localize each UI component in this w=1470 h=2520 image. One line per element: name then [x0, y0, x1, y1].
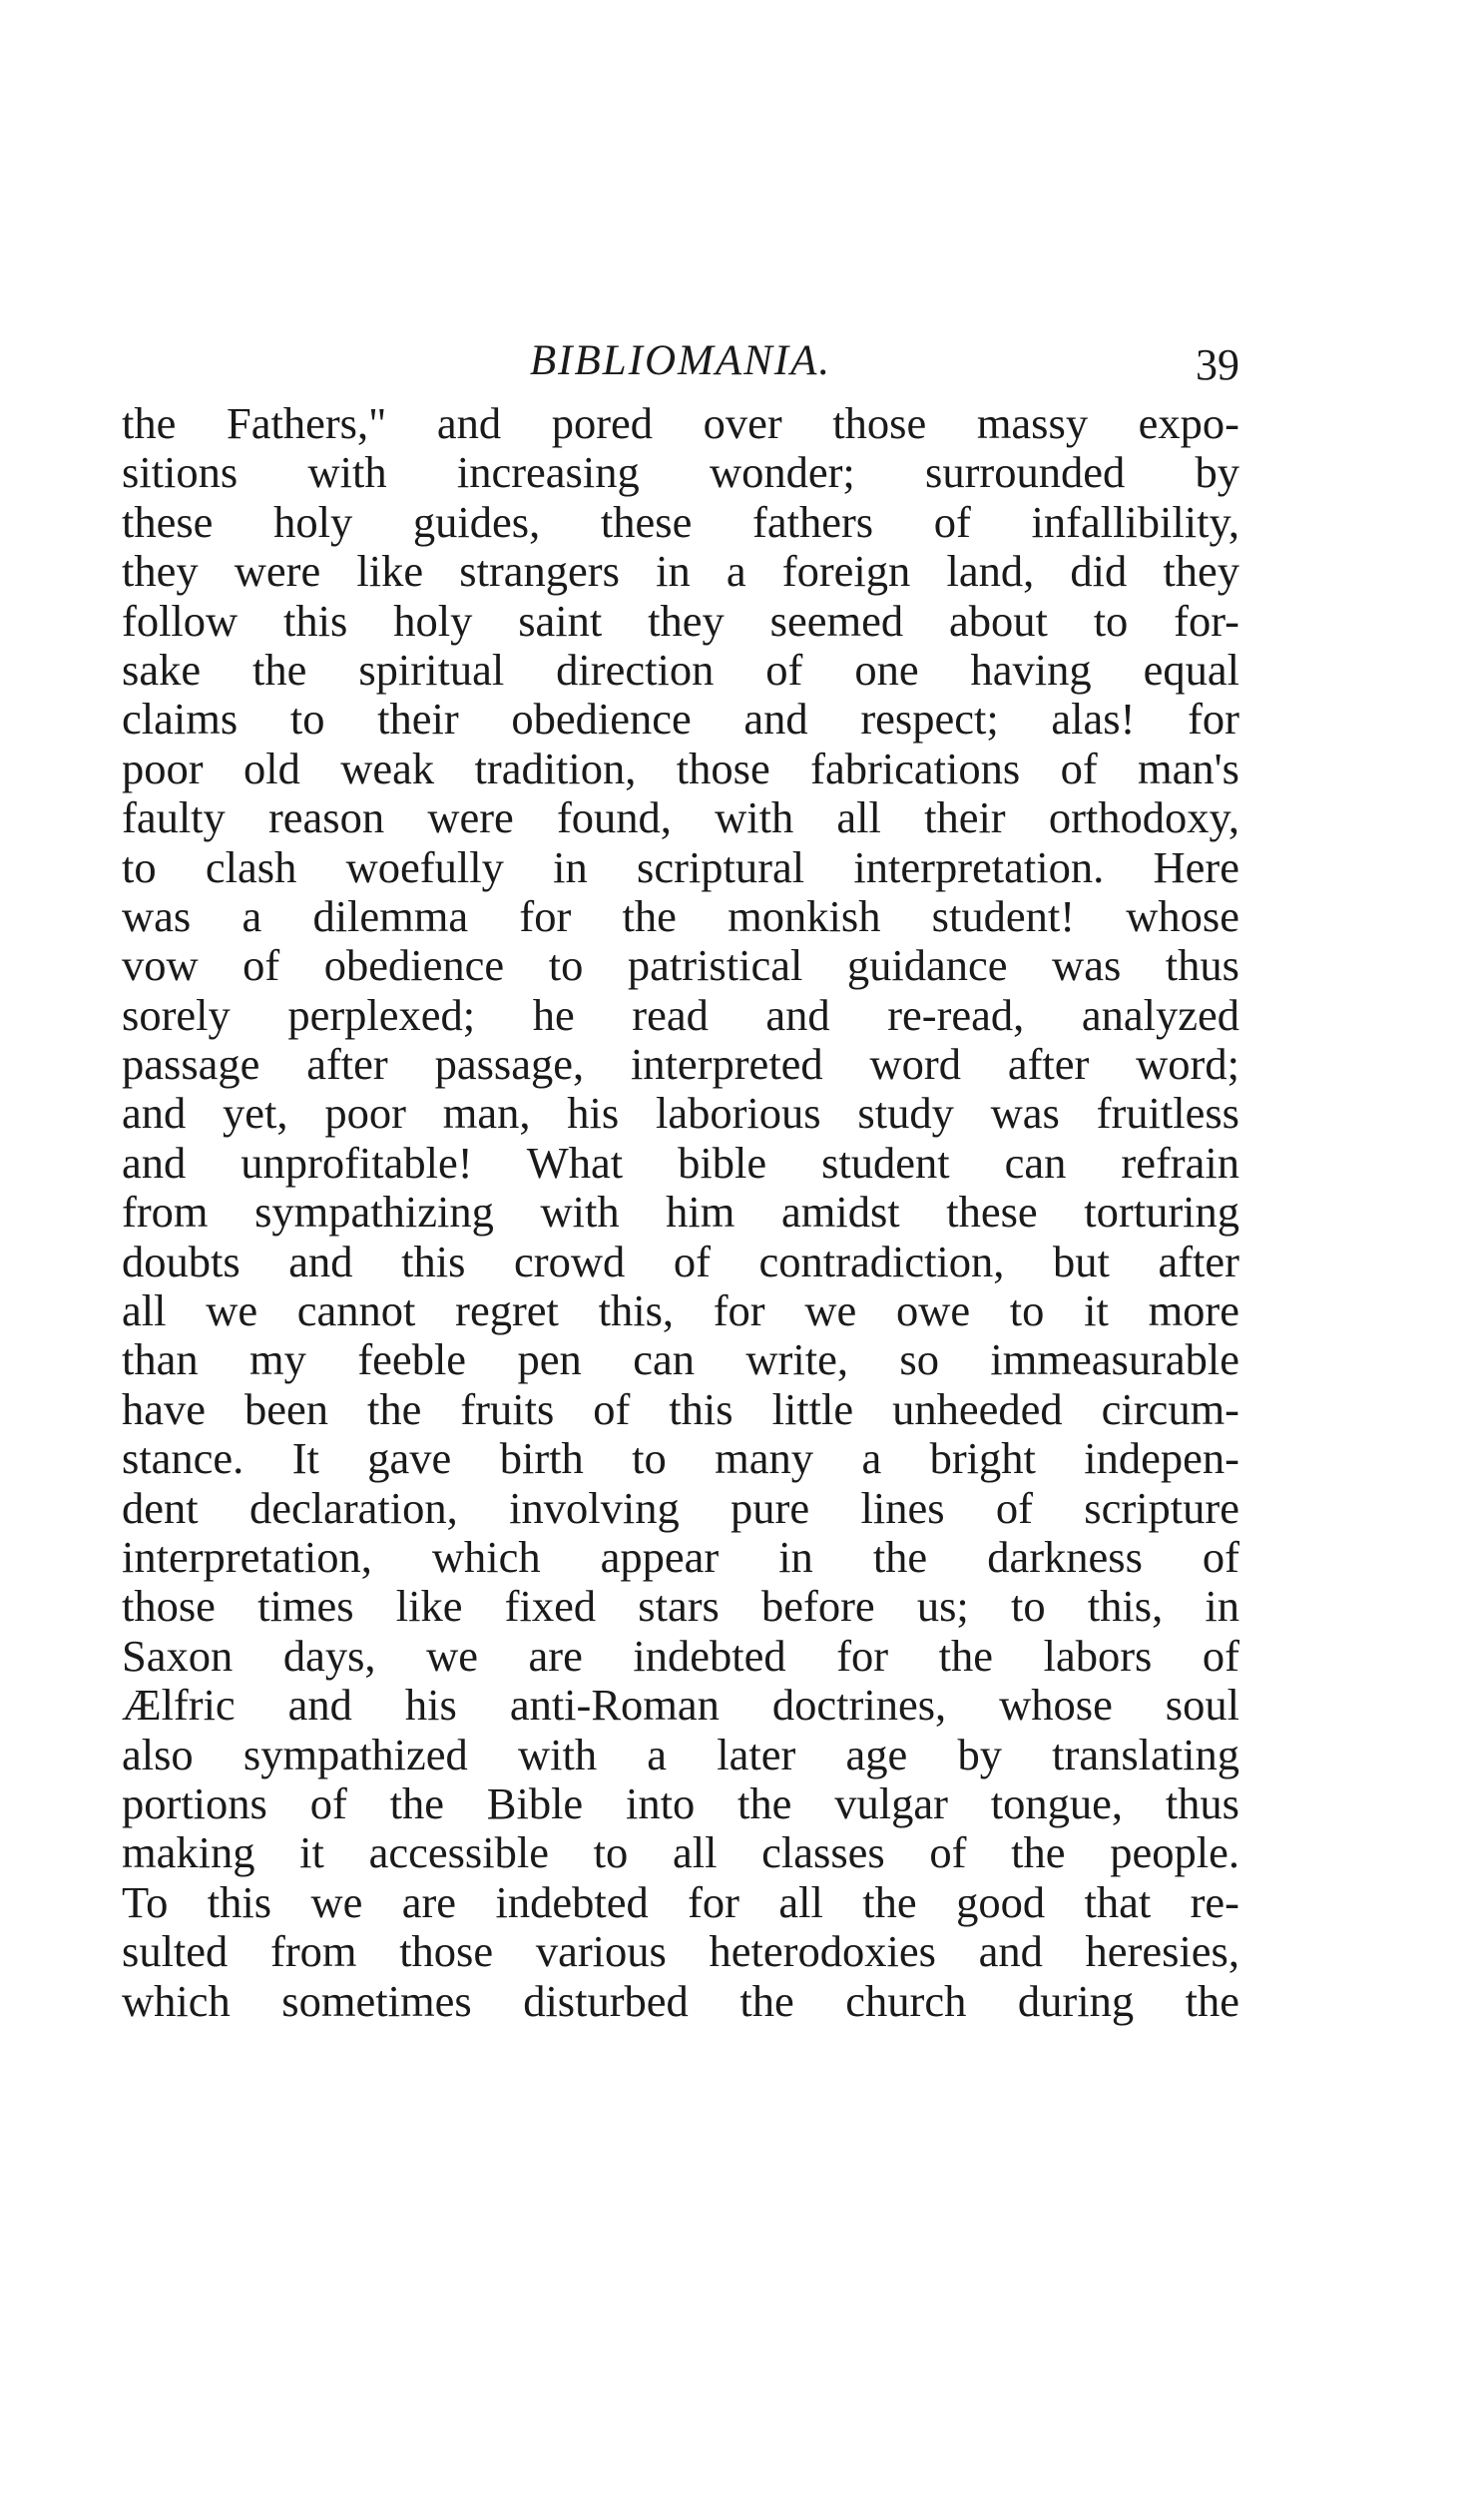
text-line: they were like strangers in a foreign land, did they: [122, 546, 1239, 597]
text-line: Ælfric and his anti-Roman doctrines, whose soul: [122, 1680, 1239, 1731]
page-number: 39: [1196, 340, 1239, 389]
text-line: those times like fixed stars before us; to this, in: [122, 1581, 1239, 1632]
text-line: To this we are indebted for all the good that re-: [122, 1876, 1239, 1927]
text-line: all we cannot regret this, for we owe to it more: [122, 1285, 1239, 1336]
text-line: have been the fruits of this little unheeded circum-: [122, 1383, 1239, 1434]
running-head: [122, 329, 1239, 393]
text-line: sorely perplexed; he read and re-read, analyzed: [122, 989, 1239, 1040]
text-line: follow this holy saint they seemed about to for-: [122, 595, 1239, 646]
text-line: poor old weak tradition, those fabrications of man's: [122, 743, 1239, 793]
text-line: Saxon days, we are indebted for the labors of: [122, 1630, 1239, 1681]
text-line: and unprofitable! What bible student can refrain: [122, 1137, 1239, 1188]
text-line: doubts and this crowd of contradiction, but after: [122, 1236, 1239, 1286]
text-line: which sometimes disturbed the church during the: [122, 1975, 1239, 2026]
text-line: these holy guides, these fathers of infallibility,: [122, 496, 1239, 547]
body-text: [122, 399, 1239, 2026]
text-line: sake the spiritual direction of one having equal: [122, 644, 1239, 695]
text-line: also sympathized with a later age by translating: [122, 1729, 1239, 1779]
text-line: passage after passage, interpreted word after word;: [122, 1039, 1239, 1090]
text-line: interpretation, which appear in the darkness of: [122, 1531, 1239, 1582]
text-line: faulty reason were found, with all their orthodoxy,: [122, 792, 1239, 843]
text-line: making it accessible to all classes of the people.: [122, 1827, 1239, 1878]
text-line: to clash woefully in scriptural interpretation. Here: [122, 841, 1239, 892]
text-line: was a dilemma for the monkish student! whose: [122, 890, 1239, 941]
text-line: the Fathers," and pored over those massy expo-: [122, 398, 1239, 448]
text-line: from sympathizing with him amidst these torturing: [122, 1187, 1239, 1238]
text-line: vow of obedience to patristical guidance was thus: [122, 940, 1239, 991]
text-line: than my feeble pen can write, so immeasurable: [122, 1334, 1239, 1385]
text-line: and yet, poor man, his laborious study was fruitless: [122, 1088, 1239, 1139]
text-line: sitions with increasing wonder; surrounded by: [122, 447, 1239, 498]
text-line: claims to their obedience and respect; alas! for: [122, 694, 1239, 745]
text-line: sulted from those various heterodoxies and heresies,: [122, 1926, 1239, 1977]
text-line: portions of the Bible into the vulgar tongue, thus: [122, 1777, 1239, 1828]
running-title: BIBLIOMANIA.: [529, 337, 832, 384]
text-line: stance. It gave birth to many a bright indepen-: [122, 1433, 1239, 1484]
text-line: dent declaration, involving pure lines of scripture: [122, 1482, 1239, 1533]
